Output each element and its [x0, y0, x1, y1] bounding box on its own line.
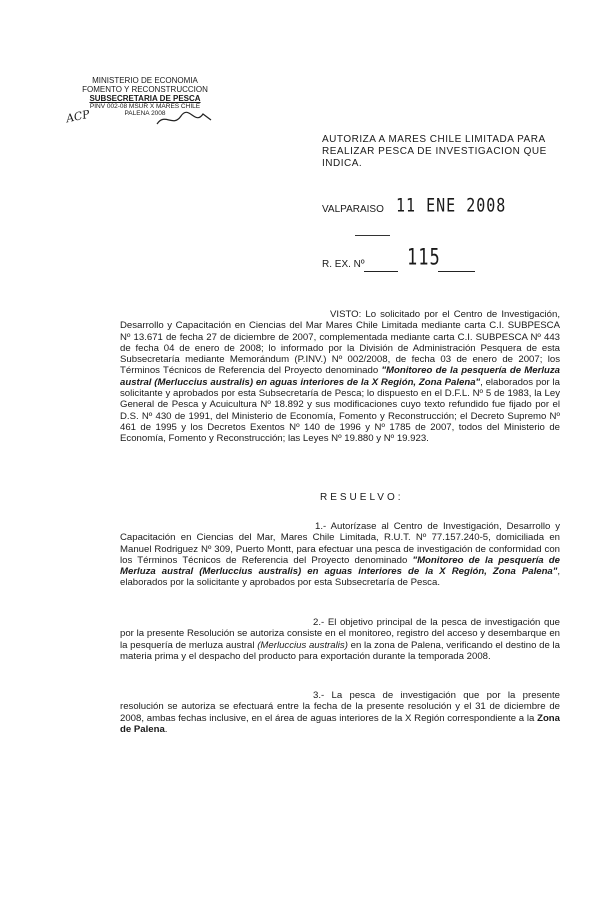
- item-1-number: 1.-: [315, 521, 327, 532]
- item-1-text-a: Autorízase al Centro de Investigación, Desarrollo y Capacitación en Ciencias del Mar, Mares Chile Limitada, R.U.T. Nº 77.157.240-5, domiciliada en Manuel Rodriguez Nº 309, Puerto Montt, para efectuar una pesca de investigación de conformidad con los Términos Técnicos de Referencia del Proyecto denominado: [120, 521, 560, 566]
- resuelvo-heading: RESUELVO:: [320, 492, 404, 503]
- file-reference: PINV 002-08 MSUR X MARES CHILE: [89, 103, 201, 110]
- item-2-number: 2.-: [313, 617, 325, 628]
- item-2-text-b: en la zona de Palena, verificando el destino de la materia prima y el despacho del producto para exportación durante la temporada 2008.: [120, 639, 560, 662]
- signature-scribble-icon: [155, 108, 215, 130]
- item-2-text-a: El objetivo principal de la pesca de investigación que por la presente Resolución se autoriza consiste en el monitoreo, registro del acceso y desembarque en la pesquería de merluza austral: [120, 617, 560, 651]
- item-1-project-title: "Monitoreo de la pesquería de Merluza austral (Merluccius australis) en aguas interiores de la X Región, Zona Palena": [120, 554, 560, 578]
- undersecretariat-name: SUBSECRETARIA DE PESCA: [89, 94, 201, 103]
- ministry-name: MINISTERIO DE ECONOMIA: [92, 76, 198, 85]
- handwritten-initials: ACP: [64, 107, 91, 126]
- file-reference-year: PALENA 2008: [124, 110, 166, 117]
- resolution-line-right: [438, 271, 475, 272]
- resolution-item-3: [120, 690, 560, 735]
- document-subject: AUTORIZA A MARES CHILE LIMITADA PARA REALIZAR PESCA DE INVESTIGACION QUE INDICA.: [322, 134, 547, 169]
- resolution-item-2: [120, 617, 560, 662]
- resolution-item-1: [120, 521, 560, 589]
- item-3-number: 3.-: [313, 690, 325, 701]
- item-2-species: (Merluccius australis): [257, 639, 348, 651]
- divider: [355, 235, 390, 236]
- visto-paragraph: [120, 309, 560, 445]
- visto-label: VISTO:: [330, 309, 362, 320]
- ministry-subtitle: FOMENTO Y RECONSTRUCCION: [82, 85, 208, 94]
- item-3-text-a: La pesca de investigación que por la presente resolución se autoriza se efectuará entre la fecha de la presente resolución y el 31 de diciembre de 2008, ambas fechas inclusive, en el área de aguas interiores de la X Región correspondiente a la: [120, 690, 560, 724]
- resolution-line-left: [364, 271, 398, 272]
- date-stamp: 11 ENE 2008: [396, 193, 507, 217]
- visto-text-b: , elaborados por la solicitante y aprobados por esta Subsecretaría de Pesca; lo dispuesto en el D.F.L. Nº 5 de 1983, la Ley General de Pesca y Acuicultura Nº 18.892 y sus modificaciones cuyo texto refundido fue fijado por el D.S. Nº 430 de 1991, del Ministerio de Economía, Fomento y Reconstrucción; el Decreto Supremo Nº 461 de 1995 y los Decretos Exentos Nº 140 de 1996 y Nº 1785 de 2007, todos del Ministerio de Economía, Fomento y Reconstrucción; las Leyes Nº 19.880 y Nº 19.923.: [120, 376, 560, 445]
- item-3-zone: Zona de Palena: [120, 712, 560, 735]
- resolution-label: R. EX. Nº: [322, 259, 365, 270]
- visto-text-a: Lo solicitado por el Centro de Investigación, Desarrollo y Capacitación en Ciencias del Mar Mares Chile Limitada mediante carta C.I. SUBPESCA Nº 13.671 de fecha 27 de diciembre de 2007, complementada mediante carta C.I. SUBPESCA Nº 443 de fecha 04 de enero de 2008; lo informado por la División de Administración Pesquera de esta Subsecretaría mediante Memorándum (P.INV.) Nº 002/2008, de fecha 03 de enero de 2007; los Términos Técnicos de Referencia del Proyecto denominado: [120, 309, 560, 377]
- visto-project-title: "Monitoreo de la pesquería de Merluza austral (Merluccius australis) en aguas interiores de la X Región, Zona Palena": [120, 365, 560, 388]
- item-1-text-b: , elaborados por la solicitante y aprobados por esta Subsecretaría de Pesca.: [120, 566, 560, 589]
- item-3-text-b: .: [164, 723, 168, 735]
- resolution-number: 115: [407, 245, 441, 271]
- place-label: VALPARAISO: [322, 204, 384, 215]
